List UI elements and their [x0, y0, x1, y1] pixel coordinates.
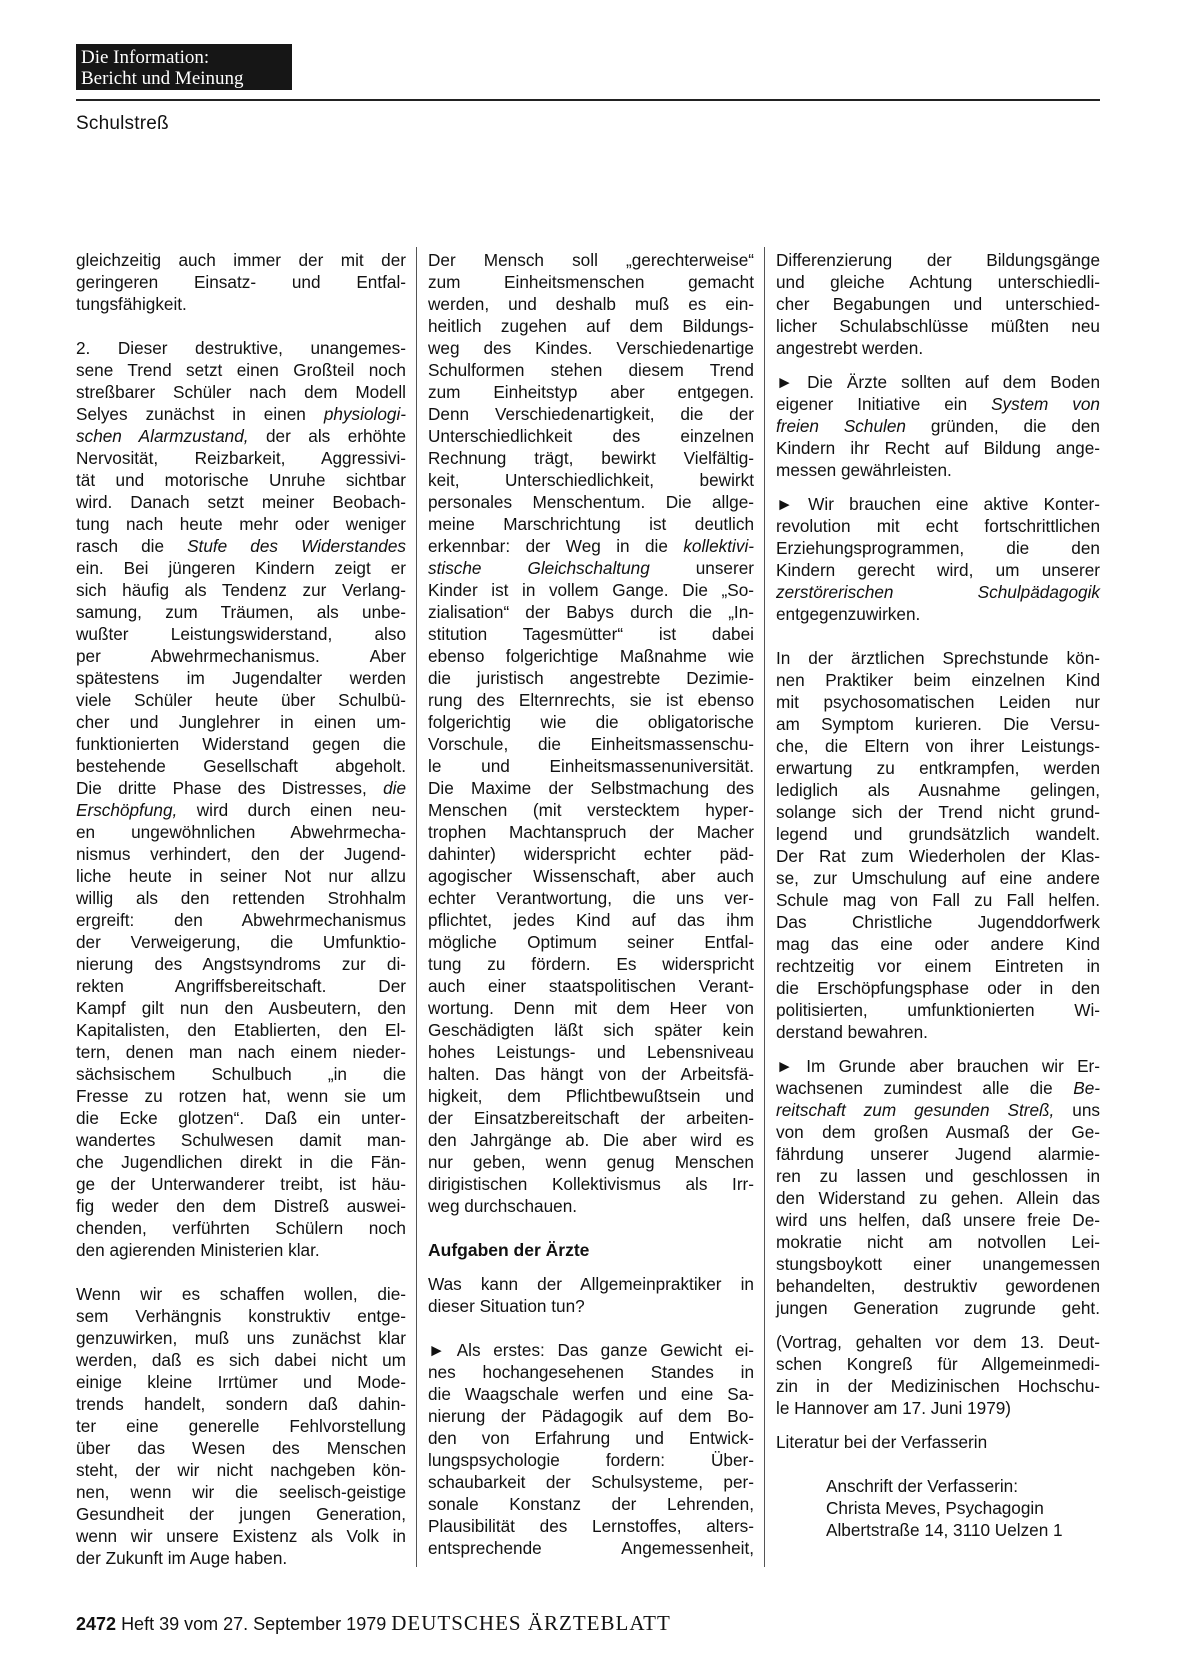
paragraph-gap [776, 481, 1100, 493]
text-line: erkennbar: der Weg in die kollektivi- [428, 536, 754, 556]
rubric-box [76, 44, 292, 90]
rubric-line-2: Bericht und Meinung [81, 68, 244, 89]
text-line: fig weder den dem Distreß auswei- [76, 1196, 406, 1216]
text-line: Plausibilität des Lernstoffes, alters- [428, 1516, 754, 1536]
text-line: trends handelt, sondern daß dahin- [76, 1394, 406, 1414]
text-line: willig als den rettenden Strohhalm [76, 888, 406, 908]
text-line: dahinter) widerspricht echter päd- [428, 844, 754, 864]
text-line: ren zu lassen und geschlossen in [776, 1166, 1100, 1186]
text-line: stitution Tagesmütter“ ist dabei [428, 624, 754, 644]
text-line: Rechnung trägt, bewirkt Vielfältig- [428, 448, 754, 468]
section-title: Schulstreß [76, 113, 169, 134]
text-line: wenn wir unsere Existenz als Volk in [76, 1526, 406, 1546]
subheading: Aufgaben der Ärzte [428, 1240, 590, 1260]
text-line: licher Schulabschlüsse müßten neu [776, 316, 1100, 336]
text-line: genzuwirken, muß uns zunächst klar [76, 1328, 406, 1348]
text-line: sonale Konstanz der Lehrenden, [428, 1494, 754, 1514]
text-line: sene Trend setzt einen Großteil noch [76, 360, 406, 380]
header-rule [76, 99, 1100, 101]
text-line: geringeren Einsatz- und Entfal- [76, 272, 406, 292]
text-line: Wenn wir es schaffen wollen, die- [76, 1284, 406, 1304]
text-line: Erziehungsprogrammen, die den [776, 538, 1100, 558]
text-line: viele Schüler heute über Schulbü- [76, 690, 406, 710]
paragraph-gap [776, 1453, 1100, 1475]
text-line: Kinder ist in vollem Gange. Die „So- [428, 580, 754, 600]
article-column-2 [428, 249, 754, 1559]
paragraph-gap [428, 1261, 754, 1273]
paragraph-gap [76, 1261, 406, 1283]
text-line: spätestens im Jugendalter werden [76, 668, 406, 688]
text-line: wußter Leistungswiderstand, also [76, 624, 406, 644]
text-line: se, zur Umschulung auf eine andere [776, 868, 1100, 888]
text-line: solange sich der Trend nicht grund- [776, 802, 1100, 822]
text-line: der Verweigerung, die Umfunktio- [76, 932, 406, 952]
text-line: die Waagschale werfen und eine Sa- [428, 1384, 754, 1404]
address-line: Anschrift der Verfasserin: [826, 1476, 1019, 1496]
text-line: Geschädigten läßt sich später kein [428, 1020, 754, 1040]
paragraph-gap [776, 1043, 1100, 1055]
text-line: le und Einheitsmassenuniversität. [428, 756, 754, 776]
text-line: Erschöpfung, wird durch einen neu- [76, 800, 406, 820]
text-line: die Erschöpfungsphase oder in den [776, 978, 1100, 998]
text-line: auch einer staatspolitischen Verant- [428, 976, 754, 996]
text-line: Denn Verschiedenartigkeit, die der [428, 404, 754, 424]
text-line: tät und motorische Unruhe sichtbar [76, 470, 406, 490]
text-line: Der Rat zum Wiederholen der Klas- [776, 846, 1100, 866]
article-column-1 [76, 249, 406, 1569]
column-divider-2 [764, 247, 765, 1567]
text-line: nur geben, wenn genug Menschen [428, 1152, 754, 1172]
text-line: rung des Elternrechts, sie ist ebenso [428, 690, 754, 710]
text-line: ebenso folgerichtige Maßnahme wie [428, 646, 754, 666]
text-line: keit, Unterschiedlichkeit, bewirkt [428, 470, 754, 490]
text-line: Das Christliche Jugenddorfwerk [776, 912, 1100, 932]
text-line: schaubarkeit der Schulsysteme, per- [428, 1472, 754, 1492]
text-line: werden, und deshalb muß es ein- [428, 294, 754, 314]
text-line: Kapitalisten, den Etablierten, den El- [76, 1020, 406, 1040]
column-divider-1 [416, 247, 417, 1567]
text-line: fährdung unserer Jugend alarmie- [776, 1144, 1100, 1164]
text-line: nierung der Pädagogik auf dem Bo- [428, 1406, 754, 1426]
text-line: In der ärztlichen Sprechstunde kön- [776, 648, 1100, 668]
text-line: tungsfähigkeit. [76, 294, 187, 314]
text-line: Gesundheit der jungen Generation, [76, 1504, 406, 1524]
text-line: higkeit, dem Pflichtbewußtsein und [428, 1086, 754, 1106]
text-line: wird. Danach setzt meiner Beobach- [76, 492, 406, 512]
text-line: Selyes zunächst in einen physiologi- [76, 404, 406, 424]
text-line: die juristisch angestrebte Dezimie- [428, 668, 754, 688]
text-line: Literatur bei der Verfasserin [776, 1432, 988, 1452]
text-line: Die Maxime der Selbstmachung des [428, 778, 754, 798]
text-line: am Symptom kurieren. Die Versu- [776, 714, 1100, 734]
text-line: schen Kongreß für Allgemeinmedi- [776, 1354, 1100, 1374]
paragraph-gap [428, 1317, 754, 1339]
text-line: von dem großen Ausmaß der Ge- [776, 1122, 1100, 1142]
text-line: stische Gleichschaltung unserer [428, 558, 754, 578]
text-line: mit psychosomatischen Leiden nur [776, 692, 1100, 712]
text-line: Menschen (mit verstecktem hyper- [428, 800, 754, 820]
rubric-line-1: Die Information: [81, 47, 210, 68]
text-line: folgerichtig wie die obligatorische [428, 712, 754, 732]
text-line: ge der Unterwanderer treibt, ist häu- [76, 1174, 406, 1194]
text-line: wandertes Schulwesen damit man- [76, 1130, 406, 1150]
text-line: wird uns helfen, daß unsere freie De- [776, 1210, 1100, 1230]
text-line: erwartung zu entkrampfen, werden [776, 758, 1100, 778]
text-line: zum Einheitsmenschen gemacht [428, 272, 754, 292]
paragraph-gap [776, 1319, 1100, 1331]
text-line: halten. Das hängt von der Arbeitsfä- [428, 1064, 754, 1084]
text-line: Die dritte Phase des Distresses, die [76, 778, 406, 798]
text-line: Vorschule, die Einheitsmassenschu- [428, 734, 754, 754]
text-line: einige kleine Irrtümer und Mode- [76, 1372, 406, 1392]
text-line: behandelten, destruktiv gewordenen [776, 1276, 1100, 1296]
text-line: ► Wir brauchen eine aktive Konter- [776, 494, 1100, 514]
text-line: den von Erfahrung und Entwick- [428, 1428, 754, 1448]
address-line: Christa Meves, Psychagogin [826, 1498, 1044, 1518]
text-line: wachsenen zumindest alle die Be- [776, 1078, 1100, 1098]
text-line: nes hochangesehenen Standes in [428, 1362, 754, 1382]
text-line: über das Wesen des Menschen [76, 1438, 406, 1458]
text-line: ein. Bei jüngeren Kindern zeigt er [76, 558, 406, 578]
text-line: sich häufig als Tendenz zur Verlang- [76, 580, 406, 600]
text-line: che Jugendlichen direkt in die Fän- [76, 1152, 406, 1172]
text-line: cher und Junglehrer in einen um- [76, 712, 406, 732]
text-line: reitschaft zum gesunden Streß, uns [776, 1100, 1100, 1120]
text-line: tern, denen man nach einem nieder- [76, 1042, 406, 1062]
text-line: eigener Initiative ein System von [776, 394, 1100, 414]
text-line: nierung des Angstsyndroms zur di- [76, 954, 406, 974]
text-line: bestehende Gesellschaft abgeholt. [76, 756, 406, 776]
text-line: le Hannover am 17. Juni 1979) [776, 1398, 1012, 1418]
text-line: rechtzeitig vor einem Eintreten in [776, 956, 1100, 976]
text-line: heitlich zugehen auf dem Bildungs- [428, 316, 754, 336]
text-line: jungen Generation zugrunde geht. [776, 1298, 1100, 1318]
text-line: mag das eine oder andere Kind [776, 934, 1100, 954]
text-line: mokratie nicht am notvollen Lei- [776, 1232, 1100, 1252]
text-line: rekten Angriffsbereitschaft. Der [76, 976, 406, 996]
text-line: streßbarer Schüler nach dem Modell [76, 382, 406, 402]
text-line: und gleiche Achtung unterschiedli- [776, 272, 1100, 292]
text-line: lediglich als Ausnahme gelingen, [776, 780, 1100, 800]
text-line: samung, zum Träumen, als unbe- [76, 602, 406, 622]
text-line: che, die Eltern von ihrer Leistungs- [776, 736, 1100, 756]
text-line: derstand bewahren. [776, 1022, 928, 1042]
text-line: zialisation“ der Babys durch die „In- [428, 602, 754, 622]
text-line: werden, daß es sich dabei nicht um [76, 1350, 406, 1370]
text-line: en ungewöhnlichen Abwehrmecha- [76, 822, 406, 842]
text-line: lungspsychologie fordern: Über- [428, 1450, 754, 1470]
text-line: Schulformen stehen diesem Trend [428, 360, 754, 380]
text-line: ► Die Ärzte sollten auf dem Boden [776, 372, 1100, 392]
text-line: den Jahrgänge ab. Die aber wird es [428, 1130, 754, 1150]
text-line: den Widerstand zu gehen. Allein das [776, 1188, 1100, 1208]
text-line: die Ecke glotzen“. Daß ein unter- [76, 1108, 406, 1128]
text-line: sem Verhängnis konstruktiv entge- [76, 1306, 406, 1326]
issue-info: Heft 39 vom 27. September 1979 [121, 1614, 387, 1634]
text-line: tung nach heute mehr oder weniger [76, 514, 406, 534]
address-line: Albertstraße 14, 3110 Uelzen 1 [826, 1520, 1063, 1540]
page-footer [76, 1611, 671, 1636]
text-line: tung zu fördern. Es widerspricht [428, 954, 754, 974]
text-line: hohes Leistungs- und Lebensniveau [428, 1042, 754, 1062]
text-line: revolution mit echt fortschrittlichen [776, 516, 1100, 536]
text-line: stungsboykott einer unangemessen [776, 1254, 1100, 1274]
text-line: chenden, verführten Schülern noch [76, 1218, 406, 1238]
text-line: dirigistischen Kollektivismus als Irr- [428, 1174, 754, 1194]
text-line: Kampf gilt nun den Ausbeutern, den [76, 998, 406, 1018]
text-line: Kindern gerecht wird, um unserer [776, 560, 1100, 580]
text-line: Fresse zu rotzen hat, wenn sie um [76, 1086, 406, 1106]
page-number: 2472 [76, 1614, 117, 1634]
text-line: Kindern ihr Recht auf Bildung ange- [776, 438, 1100, 458]
text-line: entgegenzuwirken. [776, 604, 921, 624]
text-line: trophen Machtanspruch der Macher [428, 822, 754, 842]
text-line: Was kann der Allgemeinpraktiker in [428, 1274, 754, 1294]
text-line: Schule mag von Fall zu Fall helfen. [776, 890, 1100, 910]
text-line: echter Verantwortung, die uns ver- [428, 888, 754, 908]
text-line: Unterschiedlichkeit des einzelnen [428, 426, 754, 446]
text-line: pflichtet, jedes Kind auf das ihm [428, 910, 754, 930]
paragraph-gap [776, 359, 1100, 371]
text-line: ► Im Grunde aber brauchen wir Er- [776, 1056, 1100, 1076]
text-line: der Einsatzbereitschaft der arbeiten- [428, 1108, 754, 1128]
text-line: Der Mensch soll „gerechterweise“ [428, 250, 754, 270]
text-line: cher Begabungen und unterschied- [776, 294, 1100, 314]
text-line: (Vortrag, gehalten vor dem 13. Deut- [776, 1332, 1100, 1352]
text-line: legend und grundsätzlich wandelt. [776, 824, 1100, 844]
text-line: gleichzeitig auch immer der mit der [76, 250, 406, 270]
text-line: schen Alarmzustand, der als erhöhte [76, 426, 407, 446]
text-line: angestrebt werden. [776, 338, 924, 358]
text-line: weg des Kindes. Verschiedenartige [428, 338, 754, 358]
text-line: entsprechende Angemessenheit, [428, 1538, 754, 1558]
text-line: per Abwehrmechanismus. Aber [76, 646, 406, 666]
text-line: rasch die Stufe des Widerstandes [76, 536, 406, 556]
magazine-name: DEUTSCHES ÄRZTEBLATT [391, 1611, 671, 1635]
paragraph-gap [428, 1217, 754, 1239]
text-line: personales Menschentum. Die allge- [428, 492, 754, 512]
text-line: 2. Dieser destruktive, unangemes- [76, 338, 406, 358]
text-line: nismus verhindert, den der Jugend- [76, 844, 406, 864]
paragraph-gap [76, 315, 406, 337]
text-line: Differenzierung der Bildungsgänge [776, 250, 1100, 270]
text-line: politisierten, umfunktionierten Wi- [776, 1000, 1100, 1020]
text-line: zerstörerischen Schulpädagogik [776, 582, 1100, 602]
paragraph-gap [776, 1419, 1100, 1431]
text-line: wortung. Denn mit dem Heer von [428, 998, 754, 1018]
text-line: den agierenden Ministerien klar. [76, 1240, 320, 1260]
text-line: ergreift: den Abwehrmechanismus [76, 910, 406, 930]
text-line: messen gewährleisten. [776, 460, 952, 480]
text-line: zin in der Medizinischen Hochschu- [776, 1376, 1100, 1396]
text-line: ► Als erstes: Das ganze Gewicht ei- [428, 1340, 754, 1360]
text-line: freien Schulen gründen, die den [776, 416, 1100, 436]
text-line: Nervosität, Reizbarkeit, Aggressivi- [76, 448, 406, 468]
text-line: nen Praktiker beim einzelnen Kind [776, 670, 1100, 690]
text-line: funktionierten Widerstand gegen die [76, 734, 406, 754]
text-line: agogischer Wissenschaft, aber auch [428, 866, 754, 886]
paragraph-gap [776, 625, 1100, 647]
text-line: steht, der wir nicht nachgeben kön- [76, 1460, 406, 1480]
text-line: liche heute in seiner Not nur allzu [76, 866, 406, 886]
text-line: ter eine generelle Fehlvorstellung [76, 1416, 406, 1436]
text-line: nen, wenn wir die seelisch-geistige [76, 1482, 406, 1502]
text-line: meine Marschrichtung ist deutlich [428, 514, 754, 534]
text-line: dieser Situation tun? [428, 1296, 585, 1316]
text-line: zum Einheitstyp aber entgegen. [428, 382, 754, 402]
article-column-3 [776, 249, 1100, 1541]
text-line: sächsischem Schulbuch „in die [76, 1064, 406, 1084]
text-line: mögliche Optimum seiner Entfal- [428, 932, 754, 952]
text-line: weg durchschauen. [428, 1196, 578, 1216]
text-line: der Zukunft im Auge haben. [76, 1548, 288, 1568]
